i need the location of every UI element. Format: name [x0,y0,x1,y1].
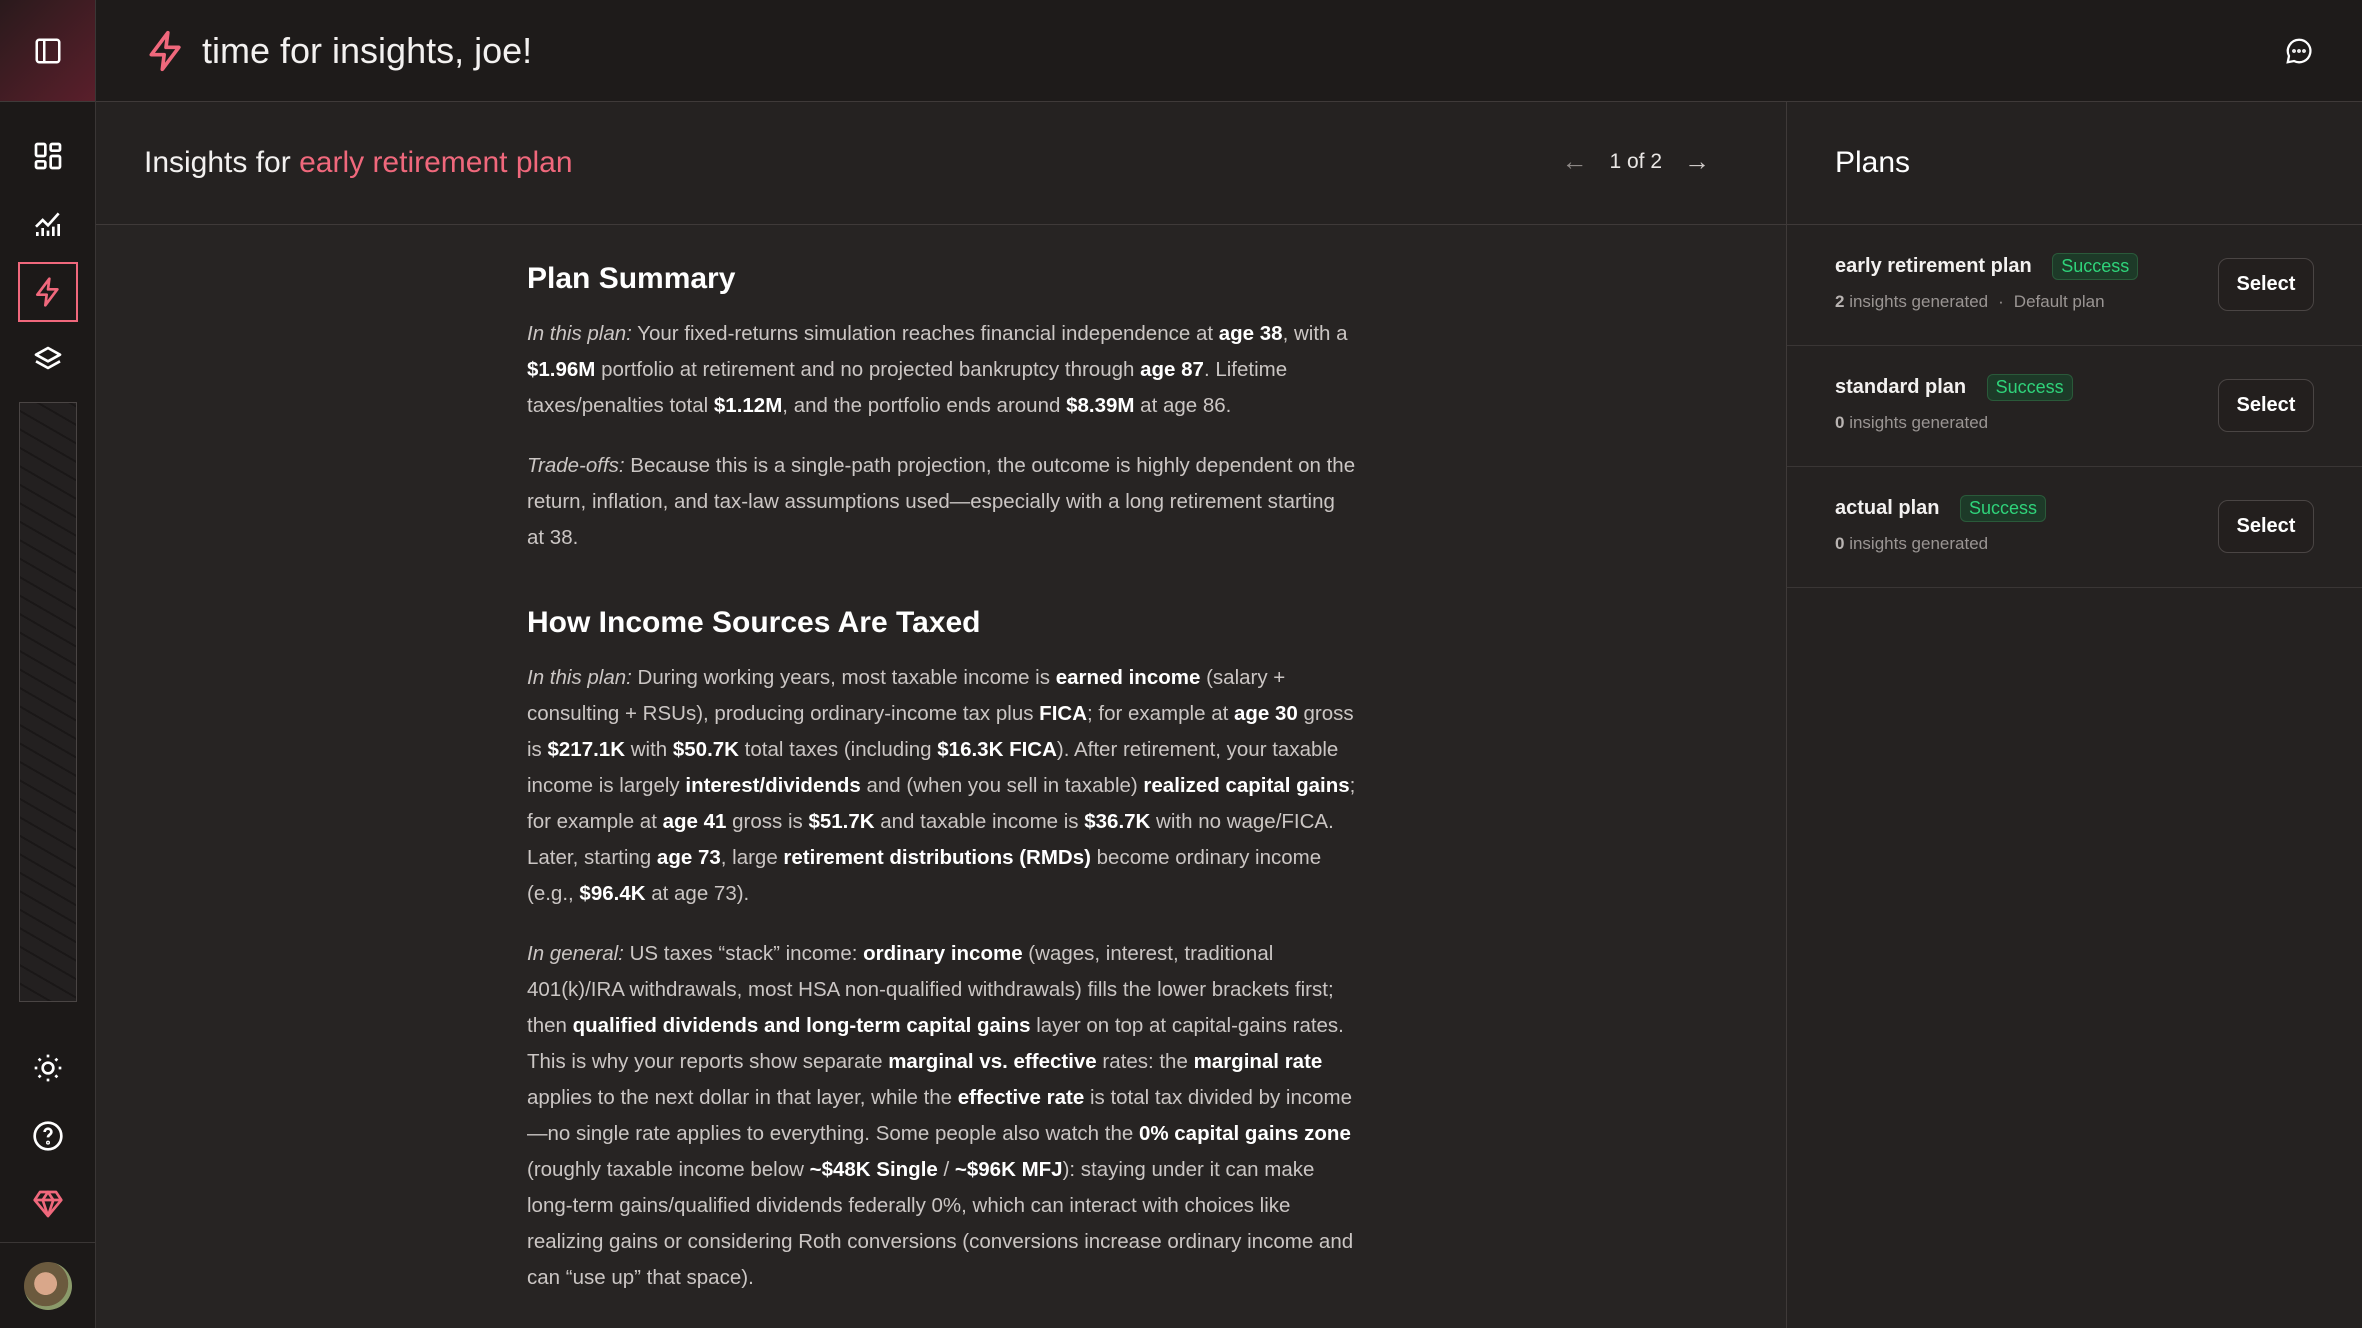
status-badge: Success [2052,253,2138,280]
dashboard-grid-icon [32,140,64,172]
paragraph-text: During working years, most taxable income is [631,666,1056,689]
plan-name: standard plan [1835,376,1967,398]
emphasis-text: $16.3K FICA [937,738,1057,761]
paragraph-text: (wages, interest, traditional 401(k)/IRA withdrawals, most HSA non-qualified withdrawals) fills the lower brackets first; then [527,942,1334,1037]
emphasis-text: age 38 [1218,322,1283,345]
emphasis-text: interest/dividends [685,774,861,797]
emphasis-text: $8.39M [1066,394,1135,417]
paragraph-text: gross is [726,810,809,833]
chart-icon [32,208,64,240]
paragraph-text: gross is [527,702,1354,761]
emphasis-text: age 87 [1140,358,1204,381]
select-plan-button[interactable]: Select [2218,379,2314,432]
help-circle-icon [32,1120,64,1152]
emphasis-text: $51.7K [808,810,875,833]
emphasis-text: effective rate [957,1086,1085,1109]
emphasis-text: $36.7K [1084,810,1151,833]
plans-title: Plans [1787,102,2362,225]
nav-layers[interactable] [18,330,78,390]
section-paragraph [527,448,1357,556]
top-bar [96,0,2362,102]
paragraph-text: with no wage/FICA. Later, starting [527,810,1334,869]
gem-icon [32,1188,64,1220]
chat-icon[interactable] [2284,36,2314,66]
paragraph-text: Your fixed-returns simulation reaches financial independence at [631,322,1219,345]
paragraph-text: layer on top at capital-gains rates. This is why your reports show separate [527,1014,1344,1073]
emphasis-text: earned income [1055,666,1201,689]
nav-charts[interactable] [18,194,78,254]
toggle-sidebar-button[interactable] [0,0,95,102]
section-paragraph [527,660,1357,912]
paragraph-text: (salary + consulting + RSUs), producing ordinary-income tax plus [527,666,1286,725]
paragraph-text: and taxable income is [874,810,1085,833]
section-heading: Plan Summary [527,262,736,295]
paragraph-text: , and the portfolio ends around [782,394,1067,417]
page-title [144,146,573,180]
insight-count-label: insights generated [1844,413,1989,432]
emphasis-text: $1.12M [713,394,783,417]
paragraph-text: ; for example at [527,774,1356,833]
lightning-logo-icon [144,29,188,73]
sidebar-placeholder [19,402,77,1002]
emphasis-text: age 73 [656,846,721,869]
paragraph-text: with [625,738,673,761]
section-heading: How Income Sources Are Taxed [527,606,981,639]
insights-main [96,102,1786,1328]
title-prefix: Insights for [144,146,300,179]
emphasis-text: marginal vs. effective [888,1050,1097,1073]
insight-pager [1561,146,1710,177]
nav-dashboard[interactable] [18,126,78,186]
insight-count-label: insights generated [1844,292,1989,311]
insight-count: 2 [1835,292,1845,311]
premium-button[interactable] [18,1174,78,1234]
paragraph-text: is total tax divided by income—no single rate applies to everything. Some people also watch the [527,1086,1353,1145]
status-badge: Success [1960,495,2046,522]
prev-arrow-icon[interactable]: ← [1561,146,1588,176]
sun-icon [32,1052,64,1084]
page-indicator: 1 of 2 [1609,149,1662,173]
status-badge: Success [1987,374,2073,401]
paragraph-label: In this plan: [527,666,632,689]
paragraph-text: , large [720,846,784,869]
paragraph-text: . Lifetime taxes/penalties total [527,358,1288,417]
emphasis-text: realized capital gains [1143,774,1350,797]
emphasis-text: qualified dividends and long-term capital gains [572,1014,1031,1037]
select-plan-button[interactable]: Select [2218,258,2314,311]
paragraph-text: ). After retirement, your taxable income is largely [527,738,1339,797]
title-plan-name: early retirement plan [299,146,573,179]
section-paragraph [527,936,1357,1296]
paragraph-text: ; for example at [1087,702,1234,725]
separator-dot: · [1998,292,2004,311]
paragraph-text: / [937,1158,955,1181]
plan-name: early retirement plan [1835,255,2032,277]
next-arrow-icon[interactable]: → [1684,146,1710,176]
emphasis-text: ordinary income [863,942,1023,965]
paragraph-text: and (when you sell in taxable) [860,774,1144,797]
section-paragraph [527,316,1357,424]
insight-count: 0 [1835,534,1845,553]
sidebar-panel-icon [33,36,63,66]
sidebar [0,0,96,1328]
layers-icon [32,344,64,376]
paragraph-label: In general: [527,942,624,965]
emphasis-text: FICA [1039,702,1087,725]
app-title: time for insights, joe! [202,29,533,71]
paragraph-text: Because this is a single-path projection, the outcome is highly dependent on the return, inflation, and tax-law assumptions used—especially with a long retirement starting at 38. [527,454,1356,549]
select-plan-button[interactable]: Select [2218,500,2314,553]
emphasis-text: ~$96K MFJ [954,1158,1063,1181]
insight-content [527,262,1357,1320]
paragraph-label: Trade-offs: [527,454,625,477]
insight-count-label: insights generated [1844,534,1989,553]
emphasis-text: ~$48K Single [809,1158,938,1181]
emphasis-text: retirement distributions (RMDs) [783,846,1091,869]
plan-row [1787,346,2362,467]
emphasis-text: $1.96M [527,358,596,381]
paragraph-text: US taxes “stack” income: [623,942,864,965]
theme-toggle-button[interactable] [18,1038,78,1098]
paragraph-text: at age 73). [645,882,750,905]
plan-row [1787,225,2362,346]
insight-count: 0 [1835,413,1845,432]
paragraph-text: at age 86. [1134,394,1232,417]
emphasis-text: 0% capital gains zone [1138,1122,1351,1145]
paragraph-text: , with a [1282,322,1348,345]
paragraph-text: total taxes (including [738,738,938,761]
user-avatar[interactable] [24,1262,72,1310]
plan-name: actual plan [1835,497,1940,519]
lightning-icon [32,276,64,308]
emphasis-text: $96.4K [579,882,646,905]
nav-insights[interactable] [18,262,78,322]
emphasis-text: $217.1K [547,738,626,761]
paragraph-text: applies to the next dollar in that layer, while the [527,1086,958,1109]
paragraph-text: (roughly taxable income below [527,1158,810,1181]
emphasis-text: age 30 [1233,702,1298,725]
paragraph-text: rates: the [1096,1050,1194,1073]
emphasis-text: $50.7K [672,738,739,761]
help-button[interactable] [18,1106,78,1166]
paragraph-text: become ordinary income (e.g., [527,846,1322,905]
paragraph-text: portfolio at retirement and no projected bankruptcy through [595,358,1141,381]
plans-panel [1786,102,2362,1328]
plan-row [1787,467,2362,588]
default-plan-label: Default plan [2013,292,2105,311]
paragraph-label: In this plan: [527,322,632,345]
emphasis-text: age 41 [662,810,727,833]
emphasis-text: marginal rate [1193,1050,1323,1073]
paragraph-text: ): staying under it can make long-term gains/qualified dividends federally 0%, which can interact with choices like realizing gains or considering Roth conversions (conversions increase ordinary income and can “use up” that space). [527,1158,1354,1289]
